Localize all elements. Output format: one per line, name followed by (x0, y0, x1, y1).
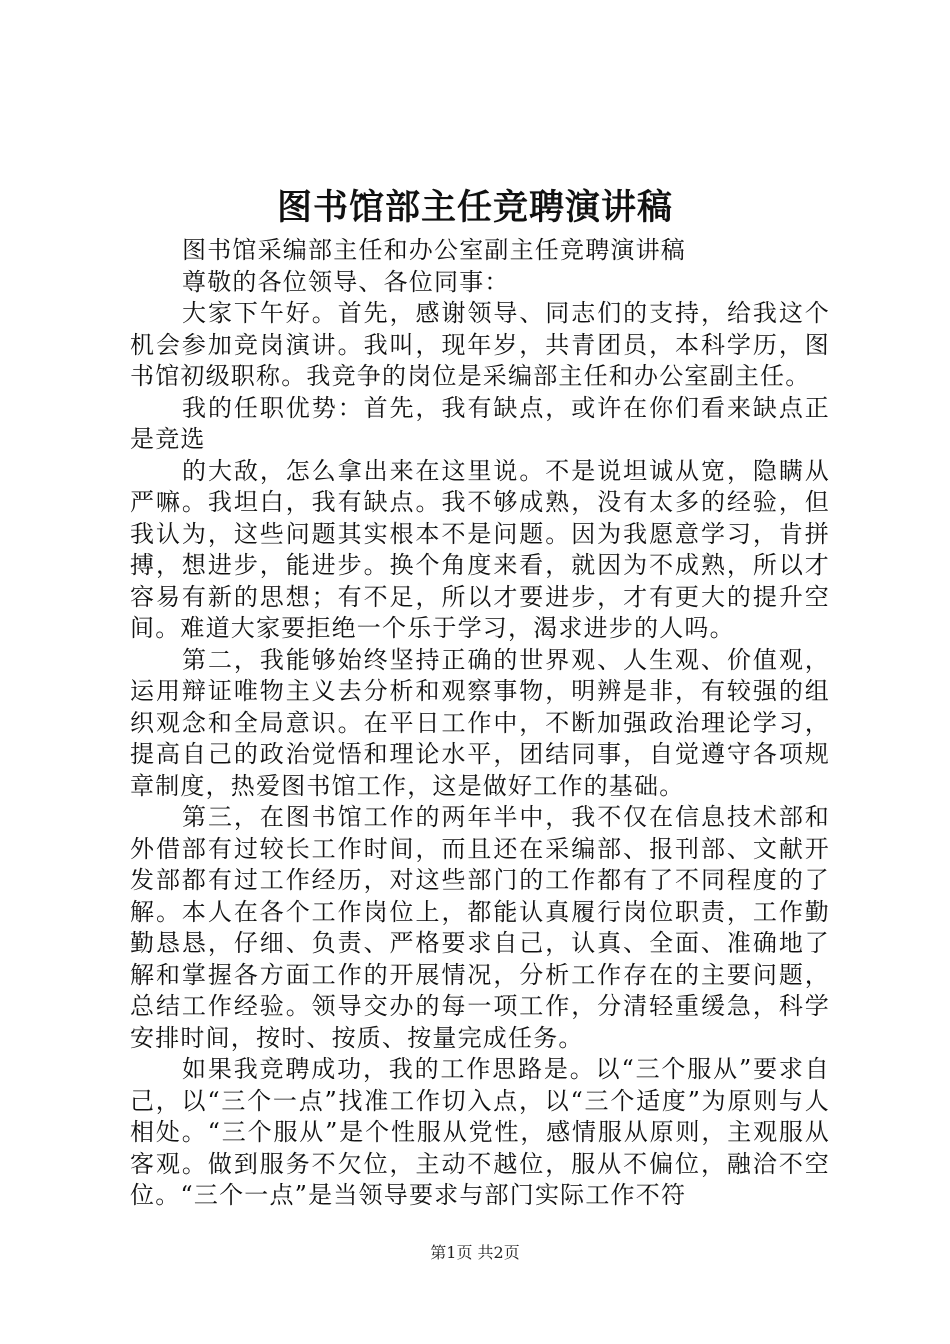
paragraph-third-point: 第三，在图书馆工作的两年半中，我不仅在信息技术部和外借部有过较长工作时间，而且还在采编部、报刊部、文献开发部都有过工作经历，对这些部门的工作都有了不同程度的了解。本人在各个工作岗位上，都能认真履行岗位职责，工作勤勤恳恳，仔细、负责、严格要求自己，认真、全面、准确地了解和掌握各方面工作的开展情况，分析工作存在的主要问题，总结工作经验。领导交办的每一项工作，分清轻重缓急，科学安排时间，按时、按质、按量完成任务。 (130, 803, 830, 1052)
paragraph-work-plan: 如果我竞聘成功，我的工作思路是。以“三个服从”要求自己，以“三个一点”找准工作切入点，以“三个适度”为原则与人相处。“三个服从”是个性服从党性，感情服从原则，主观服从客观。做到服务不欠位，主动不越位，服从不偏位，融洽不空位。“三个一点”是当领导要求与部门实际工作不符 (130, 1055, 830, 1209)
paragraph-advantages-body: 的大敌，怎么拿出来在这里说。不是说坦诚从宽，隐瞒从严嘛。我坦白，我有缺点。我不够成熟，没有太多的经验，但我认为，这些问题其实根本不是问题。因为我愿意学习，肯拼搏，想进步，能进步。换个角度来看，就因为不成熟，所以才容易有新的思想；有不足，所以才要进步，才有更大的提升空间。难道大家要拒绝一个乐于学习，渴求进步的人吗。 (130, 456, 830, 642)
paragraph-advantages-heading: 我的任职优势：首先，我有缺点，或许在你们看来缺点正是竞选 (130, 393, 830, 453)
paragraph-subtitle: 图书馆采编部主任和办公室副主任竞聘演讲稿 (182, 236, 686, 264)
page-footer: 第1页 共2页 (430, 1243, 520, 1262)
document-title: 图书馆部主任竞聘演讲稿 (276, 187, 673, 228)
paragraph-salutation: 尊敬的各位领导、各位同事： (182, 267, 510, 296)
paragraph-introduction: 大家下午好。首先，感谢领导、同志们的支持，给我这个机会参加竞岗演讲。我叫，现年岁，共青团员，本科学历，图书馆初级职称。我竞争的岗位是采编部主任和办公室副主任。 (130, 299, 830, 390)
paragraph-second-point: 第二，我能够始终坚持正确的世界观、人生观、价值观，运用辩证唯物主义去分析和观察事物，明辨是非，有较强的组织观念和全局意识。在平日工作中，不断加强政治理论学习，提高自己的政治觉悟和理论水平，团结同事，自觉遵守各项规章制度，热爱图书馆工作，这是做好工作的基础。 (130, 645, 830, 800)
document-body (130, 235, 830, 1212)
